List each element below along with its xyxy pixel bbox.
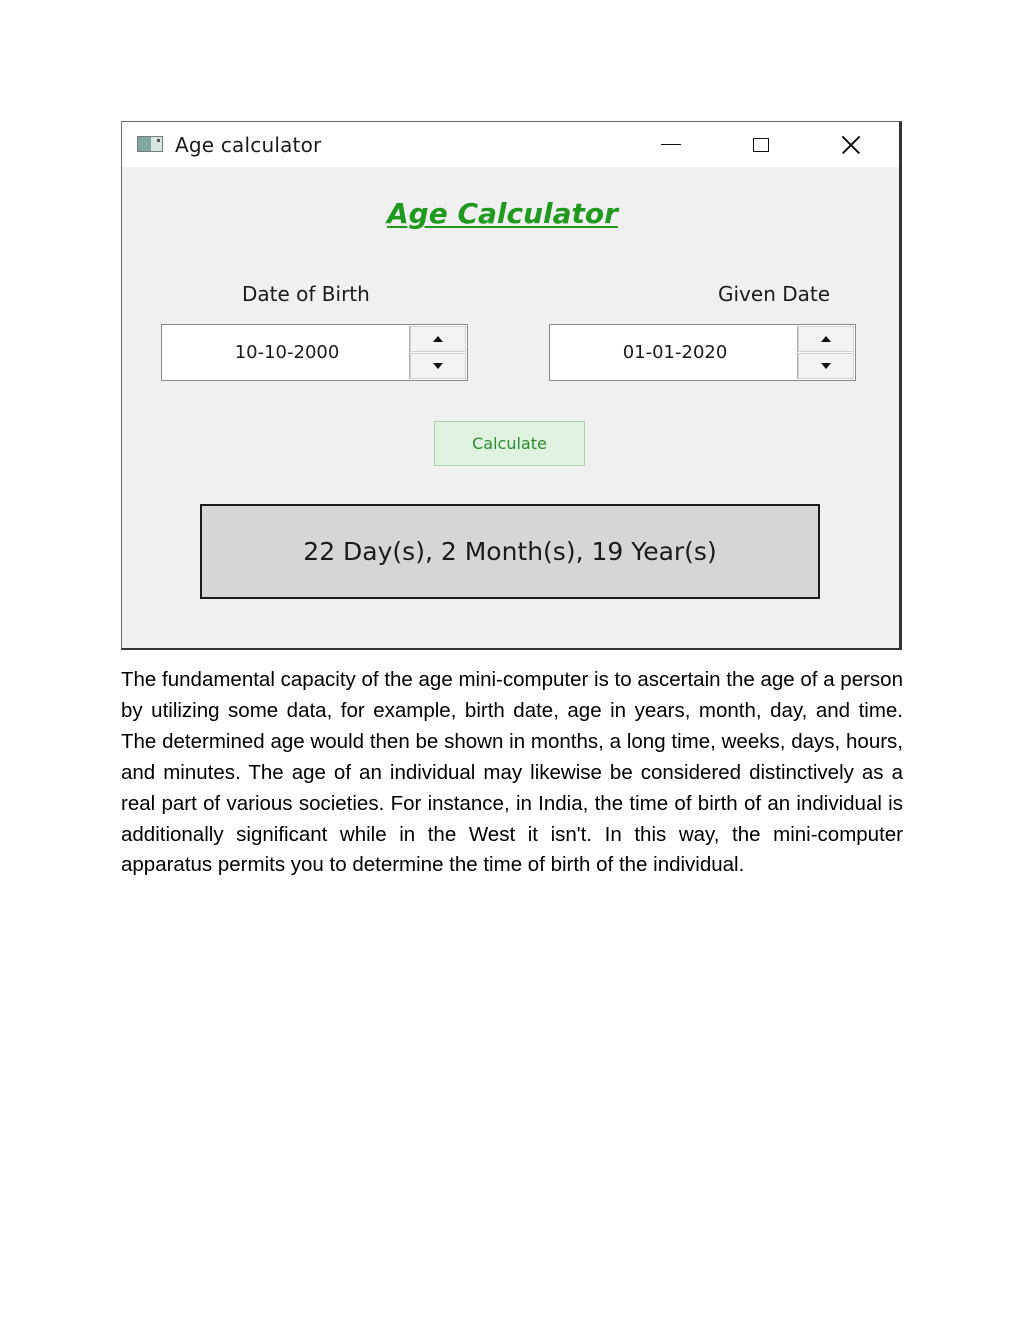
- app-icon: [137, 136, 163, 152]
- minimize-button[interactable]: [640, 122, 702, 167]
- date-of-birth-spinbox[interactable]: [161, 324, 468, 381]
- arrow-up-icon: [433, 336, 443, 342]
- date-of-birth-label: Date of Birth: [242, 282, 370, 306]
- description-paragraph: The fundamental capacity of the age mini-computer is to ascertain the age of a person by utilizing some data, for example, birth date, age in years, month, day, and time. The determined age would then be shown in months, a long time, weeks, days, hours, and minutes. The age of an individual may likewise be considered distinctively as a real part of various societies. For instance, in India, the time of birth of an individual is additionally significant while in the West it isn't. In this way, the mini-computer apparatus permits you to determine the time of birth of the individual.: [121, 668, 903, 877]
- date-of-birth-increment-button[interactable]: [410, 326, 466, 352]
- date-of-birth-decrement-button[interactable]: [410, 353, 466, 379]
- maximize-icon: [753, 138, 769, 152]
- given-date-spin-buttons: [797, 326, 854, 379]
- given-date-decrement-button[interactable]: [798, 353, 854, 379]
- arrow-down-icon: [433, 363, 443, 369]
- date-of-birth-spin-buttons: [409, 326, 466, 379]
- result-display: 22 Day(s), 2 Month(s), 19 Year(s): [200, 504, 820, 599]
- window-title: Age calculator: [175, 133, 322, 157]
- maximize-button[interactable]: [730, 122, 792, 167]
- age-calculator-window: [121, 121, 902, 650]
- calculate-button[interactable]: Calculate: [434, 421, 585, 466]
- given-date-increment-button[interactable]: [798, 326, 854, 352]
- minimize-icon: [661, 144, 681, 146]
- close-icon: [841, 135, 861, 155]
- close-button[interactable]: [820, 122, 882, 167]
- date-of-birth-value[interactable]: 10-10-2000: [234, 342, 340, 363]
- given-date-value[interactable]: 01-01-2020: [622, 342, 728, 363]
- title-bar[interactable]: [122, 122, 899, 167]
- arrow-down-icon: [821, 363, 831, 369]
- given-date-spinbox[interactable]: [549, 324, 856, 381]
- given-date-label: Given Date: [718, 282, 831, 306]
- arrow-up-icon: [821, 336, 831, 342]
- app-heading: Age Calculator: [387, 197, 618, 230]
